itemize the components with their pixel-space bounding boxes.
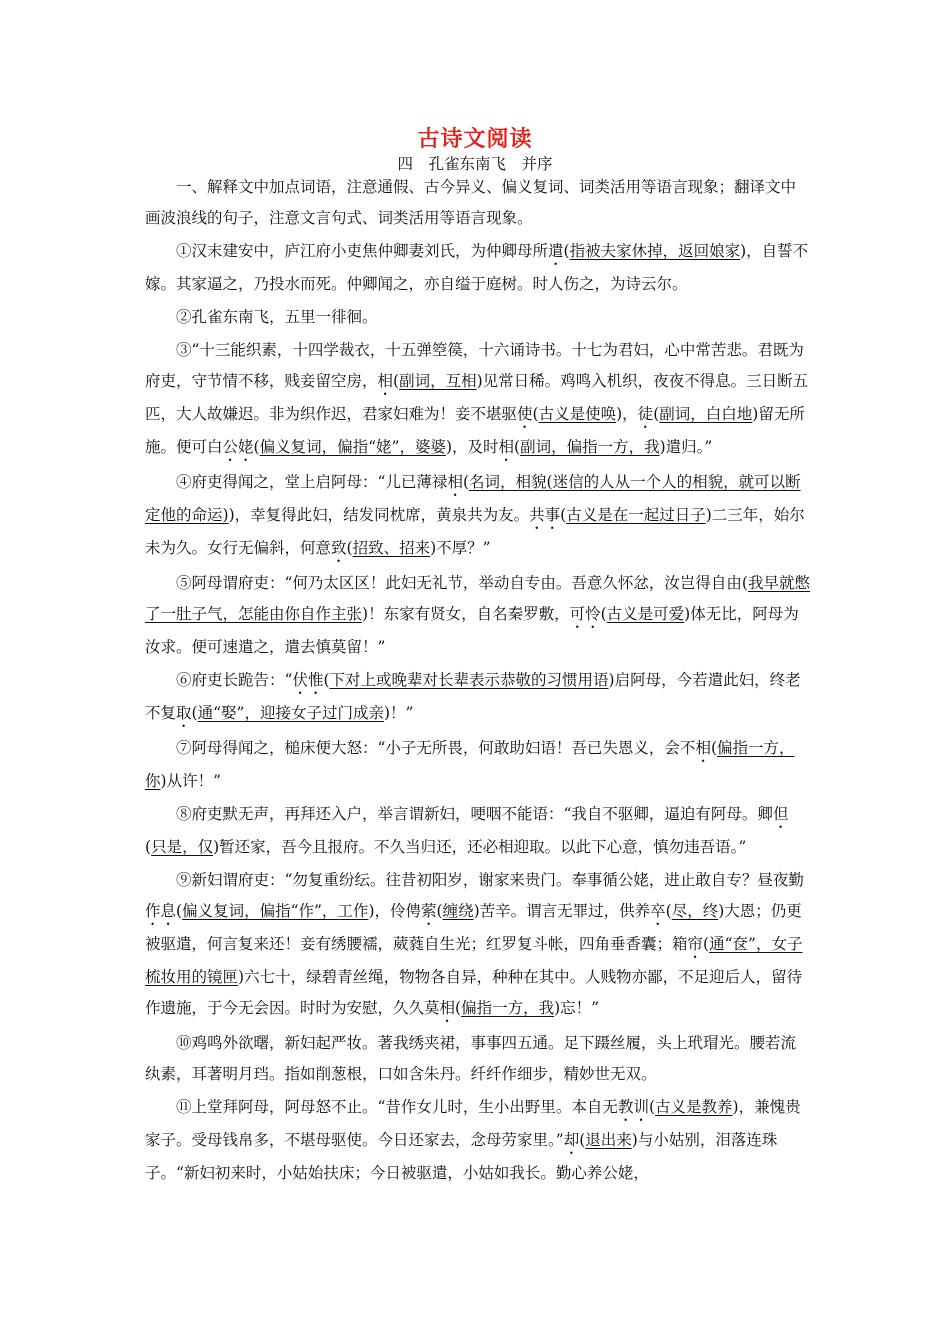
paragraph <box>145 172 810 234</box>
annotation-text: 副词，白白地 <box>659 405 753 423</box>
text-run: )不厚？” <box>430 539 491 557</box>
annotation-text: 通“奁”，女子梳妆用的镜匣 <box>145 935 803 986</box>
paragraph <box>145 467 810 566</box>
text-run: )，伶俜 <box>368 902 421 920</box>
paragraph <box>145 1092 810 1189</box>
text-run: )与小姑别，泪落连珠子。“新妇初来时，小姑始扶床；今日被驱遣，小姑如我长。勤心养公姥， <box>145 1131 778 1182</box>
annotation-text: 指被夫家休掉，返回娘家 <box>569 242 741 260</box>
dotted-term: 但 <box>772 805 789 823</box>
text-run: ( <box>462 473 470 491</box>
annotation-text: 名词，相貌(迷信的人从一个人的相貌，就可以断定他的命运) <box>145 473 801 524</box>
text-run: ( <box>436 902 443 920</box>
text-run: ( <box>455 999 462 1017</box>
annotation-text: 偏指一方，你 <box>145 739 795 790</box>
dotted-term: 取 <box>176 704 192 722</box>
text-run: 一、解释文中加点词语，注意通假、古今异义、偏义复词、词类活用等语言现象；翻译文中画波浪线的句子，注意文言句式、词类活用等语言现象。 <box>145 178 797 227</box>
annotation-text: 古义是可爱 <box>606 605 685 623</box>
text-run: )， <box>616 405 638 423</box>
text-run: )，幸复得此妇，结发同枕席，黄泉共为友。 <box>228 506 530 524</box>
text-run: ( <box>253 438 260 456</box>
text-run: ( <box>703 935 710 953</box>
dotted-term: 共事 <box>529 506 561 524</box>
annotation-text: 下对上或晚辈对长辈表示恭敬的习惯用语 <box>329 671 609 689</box>
text-run: ⑨新妇谓府吏：“勿复重纷纭。往昔初阳岁，谢家来贵门。奉事循公姥，进止敢自专？昼夜勤 <box>176 871 804 889</box>
text-run: ①汉末建安中，庐江府小吏焦仲卿妻刘氏，为仲卿母所 <box>176 242 549 260</box>
text-run: ( <box>323 671 330 689</box>
dotted-term: 帘 <box>687 935 704 953</box>
annotation-text: 副词，偏指一方，我 <box>520 438 660 456</box>
dotted-term: 教训 <box>617 1098 649 1116</box>
dotted-term: 作息 <box>145 902 177 920</box>
dotted-term: 卒 <box>650 902 666 920</box>
annotation-text: 缠绕 <box>442 902 474 920</box>
paragraph <box>145 733 810 797</box>
paragraph <box>145 799 810 863</box>
dotted-term: 相 <box>377 372 394 390</box>
paragraph <box>145 1028 810 1090</box>
text-run: ( <box>648 1098 656 1116</box>
text-run: )见常日稀。鸡鸣入机织，夜夜不得息。三日断五匹，大人故嫌迟。非为织作迟，君家妇难为！妾不堪驱 <box>145 372 809 423</box>
dotted-term: 遣 <box>548 242 564 260</box>
text-run: ( <box>653 405 660 423</box>
text-run: )！东家有贤女，自名秦罗敷， <box>362 605 570 623</box>
annotation-text: 偏义复词，偏指“作”，工作 <box>182 902 369 920</box>
annotation-text: 我早就憋了一肚子气，怎能由你自作主张 <box>145 574 810 623</box>
annotation-text: 招致、招来 <box>352 539 431 557</box>
text-run: )体无比，阿母为汝求。便可速遣之，遣去慎莫留！” <box>145 605 799 656</box>
dotted-term: 使 <box>517 405 533 423</box>
dotted-term: 公姥 <box>222 438 254 456</box>
annotation-text: 只是，仅 <box>151 838 214 856</box>
annotation-text: 尽，终 <box>671 902 719 920</box>
document-body <box>145 172 810 1189</box>
text-run: )，兼愧贵家子。受母钱帛多，不堪母驱使。今日还家去，念母劳家里。” <box>145 1098 801 1149</box>
text-run: ( <box>560 506 567 524</box>
text-run: ( <box>600 605 607 623</box>
dotted-term: 可怜 <box>569 605 601 623</box>
text-run: )从许！” <box>160 772 221 790</box>
text-run: )！” <box>383 704 414 722</box>
text-run: ( <box>145 838 152 856</box>
dotted-term: 伏惟 <box>292 671 324 689</box>
text-run: )留无所施。便可白 <box>145 405 805 456</box>
dotted-term: 却 <box>563 1131 580 1149</box>
text-run: ⑦阿母得闻之，槌床便大怒：“小子无所畏，何敢助妇语！吾已失恩义，会不 <box>176 739 696 757</box>
annotation-text: 副词，互相 <box>399 372 477 390</box>
dotted-term: 致 <box>331 539 347 557</box>
text-run: )暂还家，吾今且报府。不久当归还，还必相迎取。以此下心意，慎勿违吾语。” <box>213 838 747 856</box>
annotation-text: 通“娶”，迎接女子过门成亲 <box>197 704 384 722</box>
dotted-term: 相 <box>439 999 456 1017</box>
text-run: ⑥府吏长跪告：“ <box>176 671 293 689</box>
paragraph <box>145 236 810 300</box>
text-run: )遣归。” <box>659 438 713 456</box>
paragraph <box>145 568 810 663</box>
text-run: ③“十三能织素，十四学裁衣，十五弹箜篌，十六诵诗书。十七为君妇，心中常苦悲。君既为府吏，守节情不移，贱妾留空房， <box>145 341 804 390</box>
text-run: ( <box>514 438 521 456</box>
annotation-text: 古义是在一起过日子 <box>566 506 706 524</box>
text-run: )启阿母，今若遣此妇，终老不复 <box>145 671 801 722</box>
text-run: )二三年，始尔未为久。女行无偏斜，何意 <box>145 506 805 557</box>
text-run: ( <box>191 704 198 722</box>
dotted-term: 相 <box>695 739 711 757</box>
paragraph <box>145 335 810 465</box>
text-run: ( <box>346 539 353 557</box>
annotation-text: 古义是教养 <box>655 1098 733 1116</box>
text-run: ④府吏得闻之，堂上启阿母：“儿已薄禄 <box>176 473 448 491</box>
annotation-text: 退出来 <box>585 1131 632 1149</box>
text-run: )苦辛。谓言无罪过，供养 <box>473 902 651 920</box>
text-run: )忘！” <box>554 999 600 1017</box>
text-run: ( <box>710 739 718 757</box>
text-run: )，及时 <box>445 438 499 456</box>
text-run: ⑩鸡鸣外欲曙，新妇起严妆。著我绣夹裙，事事四五通。足下蹑丝履，头上玳瑁光。腰若流纨素，耳著明月珰。指如削葱根，口如含朱丹。纤纤作细步，精妙世无双。 <box>145 1034 797 1083</box>
text-run: ( <box>579 1131 586 1149</box>
text-run: ( <box>393 372 400 390</box>
text-run: ( <box>532 405 539 423</box>
annotation-text: 偏义复词，偏指“姥”，婆婆 <box>259 438 446 456</box>
paragraph <box>145 865 810 1026</box>
dotted-term: 萦 <box>421 902 437 920</box>
text-run: ( <box>665 902 672 920</box>
text-run: ⑪上堂拜阿母，阿母怒不止。“昔作女儿时，生小出野里。本自无 <box>176 1098 618 1116</box>
text-run: )大恩；仍更被驱遣，何言复来还！妾有绣腰襦，葳蕤自生光；红罗复斗帐，四角垂香囊；箱 <box>145 902 802 953</box>
page-title: 古诗文阅读 <box>417 126 533 152</box>
dotted-term: 相 <box>447 473 463 491</box>
annotation-text: 偏指一方，我 <box>461 999 555 1017</box>
text-run: ⑤阿母谓府吏：“何乃太区区！此妇无礼节，举动自专由。吾意久怀忿，汝岂得自由( <box>176 574 748 592</box>
dotted-term: 相 <box>498 438 515 456</box>
annotation-text: 古义是使唤 <box>538 405 617 423</box>
text-run: )六七十，绿碧青丝绳，物物各自异，种种在其中。人贱物亦鄙，不足迎后人，留待作遗施，于今无会因。时时为安慰，久久莫 <box>145 968 803 1017</box>
paragraph <box>145 665 810 731</box>
text-run: ( <box>563 242 570 260</box>
text-run: ⑧府吏默无声，再拜还入户，举言谓新妇，哽咽不能语：“我自不驱卿，逼迫有阿母。卿 <box>176 805 773 823</box>
dotted-term: 徒 <box>637 405 654 423</box>
text-run: ②孔雀东南飞，五里一徘徊。 <box>176 308 378 326</box>
paragraph <box>145 302 810 333</box>
text-run: )，自誓不嫁。其家逼之，乃投水而死。仲卿闻之，亦自缢于庭树。时人伤之，为诗云尔。 <box>145 242 809 293</box>
text-run: ( <box>176 902 183 920</box>
page-subtitle: 四 孔雀东南飞 并序 <box>397 155 553 173</box>
